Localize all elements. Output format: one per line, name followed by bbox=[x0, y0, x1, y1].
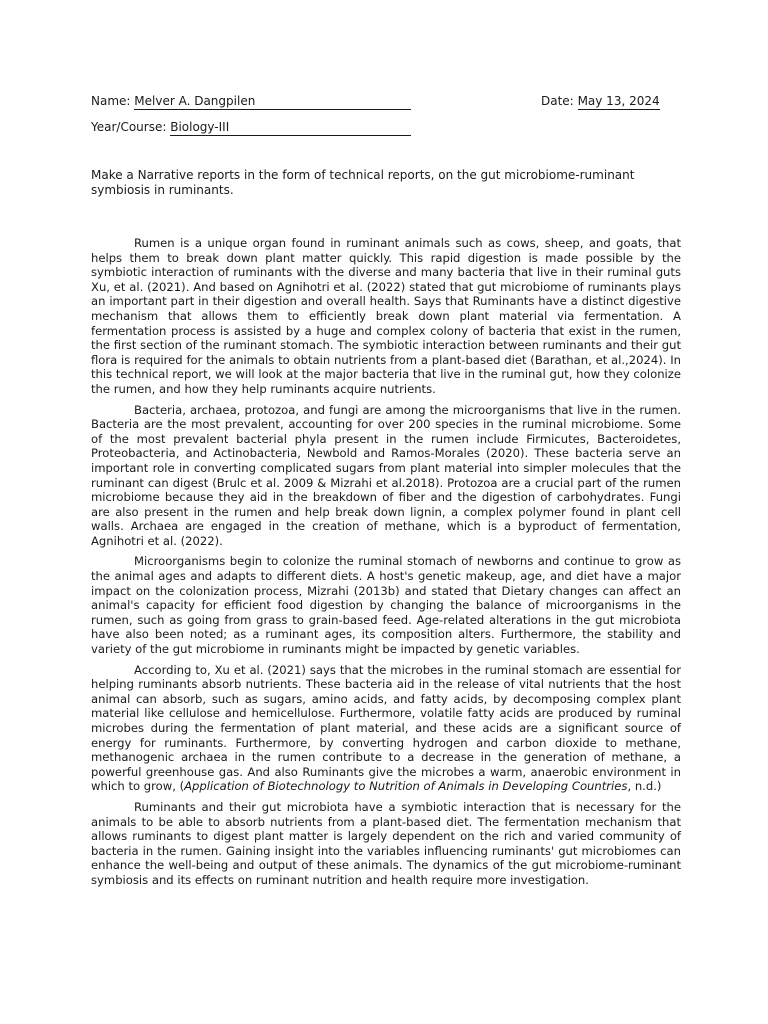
paragraph-rumen-intro: Rumen is a unique organ found in ruminant animals such as cows, sheep, and goats, that helps them to break down plant matter quickly. This rapid digestion is made possible by the symbiotic interaction of ruminants with the diverse and many bacteria that live in their ruminal guts Xu, et al. (2021). And based on Agnihotri et al. (2022) stated that gut microbiome of ruminants plays an important part in their digestion and overall health. Says that Ruminants have a distinct digestive mechanism that allows them to efficiently break down plant material via fermentation. A fermentation process is assisted by a huge and complex colony of bacteria that exist in the rumen, the first section of the ruminant stomach. The symbiotic interaction between ruminants and their gut flora is required for the animals to obtain nutrients from a plant-based diet (Barathan, et al.,2024). In this technical report, we will look at the major bacteria that live in the ruminal gut, how they colonize the rumen, and how they help ruminants acquire nutrients. bbox=[91, 236, 681, 396]
name-value: Melver A. Dangpilen bbox=[134, 94, 411, 110]
paragraph-nutrient-absorption-text: According to, Xu et al. (2021) says that the microbes in the ruminal stomach are essential for helping ruminants absorb nutrients. These bacteria aid in the release of vital nutrients that the host animal can absorb, such as sugars, amino acids, and fatty acids, by decomposing complex plant material like cellulose and hemicellulose. Furthermore, volatile fatty acids are produced by ruminal microbes during the fermentation of plant material, and these acids are a significant source of energy for ruminants. Furthermore, by converting hydrogen and carbon dioxide to methane, methanogenic archaea in the rumen contribute to a decrease in the generation of methane, a powerful greenhouse gas. And also Ruminants give the microbes a warm, anaerobic environment in which to grow, ( bbox=[91, 662, 681, 794]
date-label: Date: bbox=[541, 94, 574, 108]
course-value: Biology-III bbox=[170, 120, 411, 136]
date-field bbox=[541, 93, 660, 110]
name-field bbox=[91, 93, 411, 110]
assignment-prompt: Make a Narrative reports in the form of technical reports, on the gut microbiome-ruminant symbiosis in ruminants. bbox=[91, 168, 635, 197]
paragraph-nutrient-absorption bbox=[91, 663, 681, 794]
paragraph-microorganisms: Bacteria, archaea, protozoa, and fungi are among the microorganisms that live in the rumen. Bacteria are the most prevalent, accounting for over 200 species in the ruminal microbiome. Some of the most prevalent bacterial phyla present in the rumen include Firmicutes, Bacteroidetes, Proteobacteria, and Actinobacteria, Newbold and Ramos-Morales (2020). These bacteria serve an important role in converting complicated sugars from plant material into simpler molecules that the ruminant can digest (Brulc et al. 2009 & Mizrahi et al.2018). Protozoa are a crucial part of the rumen microbiome because they aid in the breakdown of fiber and the digestion of carbohydrates. Fungi are also present in the rumen and help break down lignin, a complex polymer found in plant cell walls. Archaea are engaged in the creation of methane, which is a byproduct of fermentation, Agnihotri et al. (2022). bbox=[91, 402, 681, 548]
paragraph-colonization: Microorganisms begin to colonize the ruminal stomach of newborns and continue to grow as the animal ages and adapts to different diets. A host's genetic makeup, age, and diet have a major impact on the colonization process, Mizrahi (2013b) and stated that Dietary changes can affect an animal's capacity for efficient food digestion by changing the balance of microorganisms in the rumen, such as going from grass to grain-based feed. Age-related alterations in the gut microbiota have also been noted; as a ruminant ages, its composition alters. Furthermore, the stability and variety of the gut microbiome in ruminants might be impacted by genetic variables. bbox=[91, 554, 681, 657]
citation-title: Application of Biotechnology to Nutrition of Animals in Developing Countries bbox=[184, 779, 628, 794]
name-label: Name: bbox=[91, 94, 131, 108]
citation-tail: , n.d.) bbox=[627, 779, 662, 794]
paragraph-conclusion: Ruminants and their gut microbiota have a symbiotic interaction that is necessary for the animals to be able to absorb nutrients from a plant-based diet. The fermentation mechanism that allows ruminants to digest plant matter is largely dependent on the rich and varied community of bacteria in the rumen. Gaining insight into the variables influencing ruminants' gut microbiomes can enhance the well-being and output of these animals. The dynamics of the gut microbiome-ruminant symbiosis and its effects on ruminant nutrition and health require more investigation. bbox=[91, 799, 681, 887]
course-field bbox=[91, 119, 411, 136]
date-value: May 13, 2024 bbox=[577, 94, 660, 108]
course-label: Year/Course: bbox=[91, 120, 167, 134]
report-body bbox=[91, 236, 681, 888]
